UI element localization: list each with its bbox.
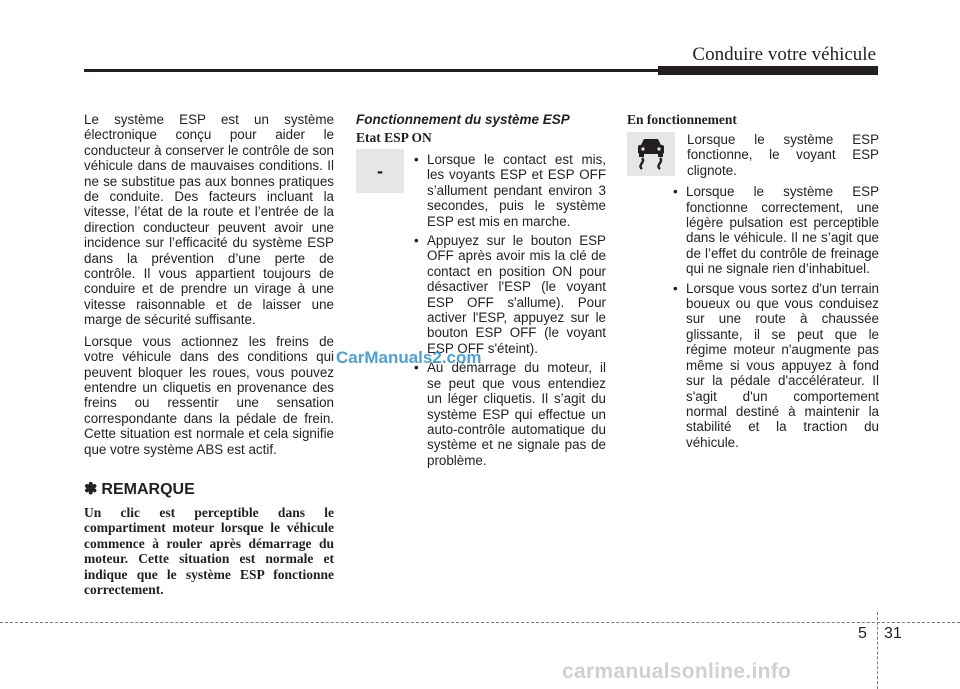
esp-on-list — [414, 152, 606, 468]
in-operation-list — [673, 184, 879, 450]
column-in-operation — [627, 112, 879, 450]
note-title: REMARQUE — [101, 480, 195, 498]
note-text: Un clic est perceptible dans le compartiment moteur lorsque le véhicule commence à rouler après démarrage du moteur. Cette situation est normale et indique que le système ESP fonctionne correctement. — [84, 504, 334, 598]
list-item: • Lorsque le contact est mis, les voyants ESP et ESP OFF s’allument pendant environ 3 secondes, puis le système ESP est mis en marche. — [414, 152, 606, 229]
list-item: • Lorsque vous sortez d'un terrain boueux ou que vous conduisez sur une route à chaussée glissante, il se peut que le régime moteur n'augmente pas même si vous appuyez à fond sur la pédale d'accélérateur. Il s'agit d'un comportement normal destiné à maintenir la stabilité et la traction du véhicule. — [673, 281, 879, 450]
list-item: • Appuyez sur le bouton ESP OFF après avoir mis la clé de contact en position ON pour désactiver l'ESP (le voyant ESP OFF s'allume). Pour activer l'ESP, appuyez sur le bouton ESP OFF (le voyant ESP OFF s'éteint). — [414, 233, 606, 356]
watermark-bottom: carmanualsonline.info — [562, 660, 792, 683]
esp-car-skid-icon — [631, 136, 671, 172]
header-rule — [84, 69, 878, 72]
indicator-dash-icon — [356, 149, 404, 193]
page-header-title: Conduire votre véhicule — [692, 44, 876, 65]
indicator-dash-symbol: - — [377, 160, 383, 181]
subtitle-in-operation: En fonctionnement — [627, 112, 737, 127]
footer-divider — [0, 622, 960, 623]
subtitle-esp-on: Etat ESP ON — [356, 130, 432, 145]
section-title: Fonctionnement du système ESP — [356, 112, 570, 127]
note-star-icon: ✽ — [84, 480, 98, 498]
note-heading — [84, 479, 334, 499]
page-number-separator — [877, 612, 878, 689]
watermark-top: CarManuals2.com — [336, 348, 482, 367]
page-number: 31 — [884, 625, 902, 642]
esp-skid-icon — [627, 132, 675, 176]
intro-paragraph-2: Lorsque vous actionnez les freins de votre véhicule dans des conditions qui peuvent bloquer les roues, vous pouvez entendre un cliquetis en provenance des freins ou ressentir une sensation correspondante dans la pédale de frein. Cette situation est normale et cela signifie que votre système ABS est actif. — [84, 333, 334, 457]
list-item: • Lorsque le système ESP fonctionne correctement, une légère pulsation est perceptible dans le véhicule. Il ne s’agit que de l’effet du contrôle de freinage qui ne signale rien d’inhabituel. — [673, 184, 879, 276]
chapter-number: 5 — [858, 625, 867, 642]
list-item: • Au démarrage du moteur, il se peut que vous entendiez un léger cliquetis. Il s’agit du système ESP qui effectue un auto-contrôle automatique du système et ne signale pas de problème. — [414, 360, 606, 468]
column-intro — [84, 112, 334, 598]
in-operation-intro: Lorsque le système ESP fonctionne, le voyant ESP clignote. — [687, 132, 879, 178]
column-esp-operation — [356, 112, 606, 468]
intro-paragraph-1: Le système ESP est un système électronique conçu pour aider le conducteur à conserver le contrôle de son véhicule dans de mauvaises conditions. Il ne se substitue pas aux bonnes pratiques de conduite. Des facteurs incluant la vitesse, l’état de la route et l’entrée de la direction conducteur peuvent avoir une incidence sur l’efficacité du système ESP dans la prévention d’une perte de contrôle. Il vous appartient toujours de conduire et de prendre un virage à une vitesse raisonnable et de laisser une marge de sécurité suffisante. — [84, 112, 334, 328]
